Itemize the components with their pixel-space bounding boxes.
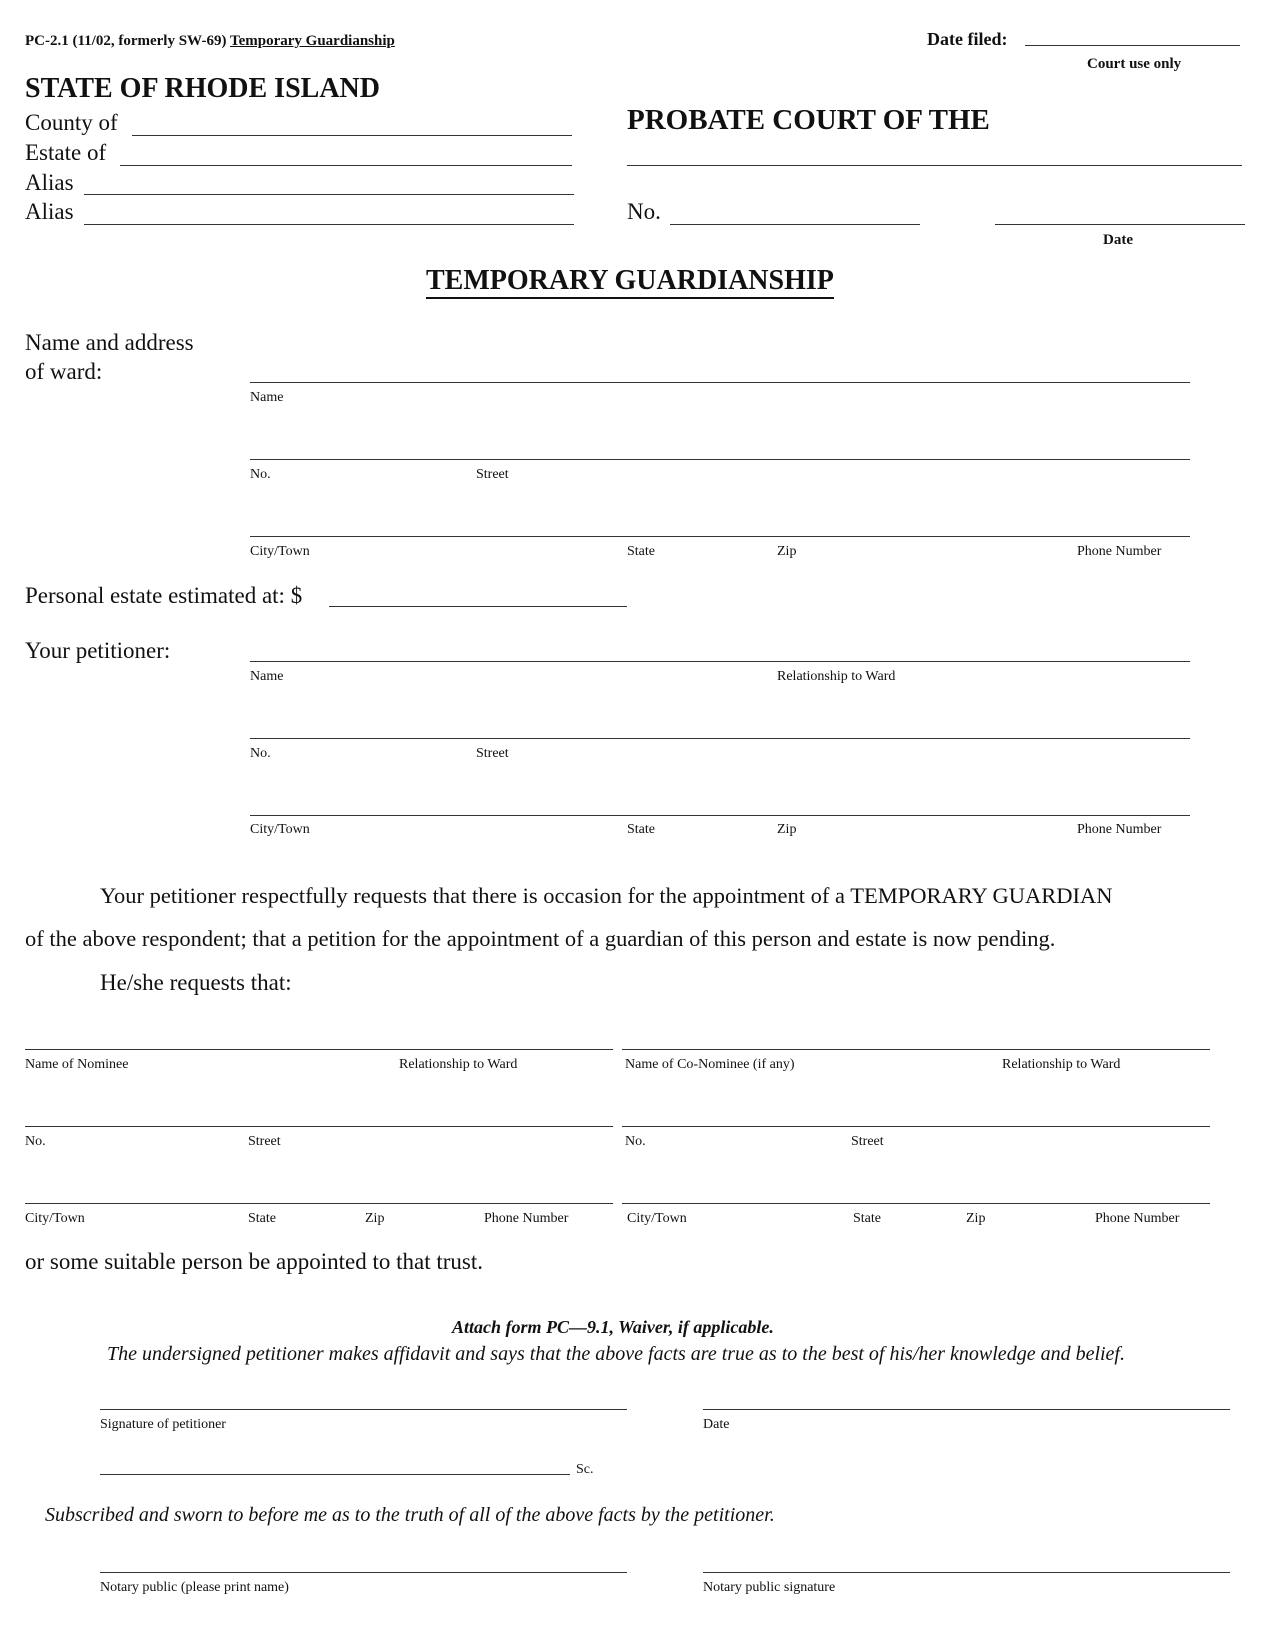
- nominee-street-field[interactable]: [25, 1126, 613, 1127]
- conominee-zip-caption: Zip: [966, 1211, 986, 1226]
- ward-city-field[interactable]: [250, 536, 1190, 537]
- ward-zip-caption: Zip: [777, 544, 797, 559]
- sc-field[interactable]: [100, 1474, 570, 1475]
- petitioner-zip-caption: Zip: [777, 822, 797, 837]
- conominee-no-caption: No.: [625, 1134, 646, 1149]
- ward-no-caption: No.: [250, 467, 271, 482]
- alias-label-2: Alias: [25, 199, 74, 224]
- ward-street-caption: Street: [476, 467, 509, 482]
- nominee-state-caption: State: [248, 1211, 276, 1226]
- sworn-statement: Subscribed and sworn to before me as to the truth of all of the above facts by the petitioner.: [45, 1504, 775, 1526]
- ward-city-caption: City/Town: [250, 544, 310, 559]
- caption-date-label: Date: [1103, 232, 1133, 248]
- nominee-city-caption: City/Town: [25, 1211, 85, 1226]
- date-filed-label: Date filed:: [927, 29, 1008, 49]
- ward-label-line2: of ward:: [25, 359, 103, 384]
- nominee-city-field[interactable]: [25, 1203, 613, 1204]
- caption-date-field[interactable]: [995, 224, 1245, 225]
- ward-label-line1: Name and address: [25, 330, 194, 355]
- petitioner-city-caption: City/Town: [250, 822, 310, 837]
- petitioner-state-caption: State: [627, 822, 655, 837]
- petitioner-signature-field[interactable]: [100, 1409, 627, 1410]
- request-para2: He/she requests that:: [100, 970, 292, 995]
- nominee-phone-caption: Phone Number: [484, 1211, 569, 1226]
- conominee-street-caption: Street: [851, 1134, 884, 1149]
- sc-label: Sc.: [576, 1462, 594, 1477]
- county-field[interactable]: [132, 135, 572, 136]
- form-number: PC-2.1 (11/02, formerly SW-69): [25, 33, 227, 49]
- estate-field[interactable]: [120, 165, 572, 166]
- nominee-name-field[interactable]: [25, 1049, 613, 1050]
- attach-note: Attach form PC—9.1, Waiver, if applicable.: [452, 1317, 774, 1337]
- alias-field-2[interactable]: [84, 224, 574, 225]
- petitioner-phone-caption: Phone Number: [1077, 822, 1162, 837]
- case-no-label: No.: [627, 199, 661, 224]
- signature-date-caption: Date: [703, 1417, 730, 1432]
- alias-field-1[interactable]: [84, 194, 574, 195]
- conominee-city-field[interactable]: [622, 1203, 1210, 1204]
- nominee-no-caption: No.: [25, 1134, 46, 1149]
- court-title: PROBATE COURT OF THE: [627, 104, 990, 136]
- ward-street-field[interactable]: [250, 459, 1190, 460]
- form-id: [25, 33, 395, 50]
- case-no-field[interactable]: [670, 224, 920, 225]
- petitioner-street-caption: Street: [476, 746, 509, 761]
- estate-estimate-field[interactable]: [329, 606, 627, 607]
- petitioner-signature-caption: Signature of petitioner: [100, 1417, 226, 1432]
- court-name-field[interactable]: [627, 165, 1242, 166]
- conominee-name-caption: Name of Co-Nominee (if any): [625, 1057, 795, 1072]
- request-para-line2: of the above respondent; that a petition for the appointment of a guardian of this person and estate is now pending.: [25, 926, 1056, 951]
- court-use-only: Court use only: [1087, 56, 1182, 72]
- ward-state-caption: State: [627, 544, 655, 559]
- notary-signature-caption: Notary public signature: [703, 1580, 836, 1595]
- petitioner-no-caption: No.: [250, 746, 271, 761]
- signature-date-field[interactable]: [703, 1409, 1230, 1410]
- petitioner-street-field[interactable]: [250, 738, 1190, 739]
- petitioner-city-field[interactable]: [250, 815, 1190, 816]
- ward-phone-caption: Phone Number: [1077, 544, 1162, 559]
- conominee-street-field[interactable]: [622, 1126, 1210, 1127]
- nominee-street-caption: Street: [248, 1134, 281, 1149]
- petitioner-name-field[interactable]: [250, 661, 1190, 662]
- alias-label-1: Alias: [25, 170, 74, 195]
- conominee-state-caption: State: [853, 1211, 881, 1226]
- conominee-relationship-caption: Relationship to Ward: [1002, 1057, 1121, 1072]
- state-heading: STATE OF RHODE ISLAND: [25, 73, 380, 104]
- affidavit-text: The undersigned petitioner makes affidavit and says that the above facts are true as to the best of his/her knowledge and belief.: [107, 1343, 1125, 1365]
- conominee-city-caption: City/Town: [627, 1211, 687, 1226]
- petitioner-relationship-caption: Relationship to Ward: [777, 669, 896, 684]
- estate-estimate-label: Personal estate estimated at: $: [25, 583, 303, 608]
- petitioner-name-caption: Name: [250, 669, 284, 684]
- trust-line: or some suitable person be appointed to that trust.: [25, 1249, 483, 1274]
- date-filed-field[interactable]: [1025, 45, 1240, 46]
- ward-name-field[interactable]: [250, 382, 1190, 383]
- conominee-phone-caption: Phone Number: [1095, 1211, 1180, 1226]
- conominee-name-field[interactable]: [622, 1049, 1210, 1050]
- county-label: County of: [25, 110, 118, 135]
- ward-name-caption: Name: [250, 390, 284, 405]
- form-title: Temporary Guardianship: [229, 33, 395, 49]
- notary-name-caption: Notary public (please print name): [100, 1580, 289, 1595]
- request-para-line1: Your petitioner respectfully requests that there is occasion for the appointment of a TEMPORARY GUARDIAN: [100, 883, 1113, 908]
- document-title: TEMPORARY GUARDIANSHIP: [426, 265, 834, 299]
- nominee-relationship-caption: Relationship to Ward: [399, 1057, 518, 1072]
- notary-signature-field[interactable]: [703, 1572, 1230, 1573]
- nominee-zip-caption: Zip: [365, 1211, 385, 1226]
- nominee-name-caption: Name of Nominee: [25, 1057, 129, 1072]
- petitioner-label: Your petitioner:: [25, 638, 171, 663]
- estate-label: Estate of: [25, 140, 107, 165]
- notary-name-field[interactable]: [100, 1572, 627, 1573]
